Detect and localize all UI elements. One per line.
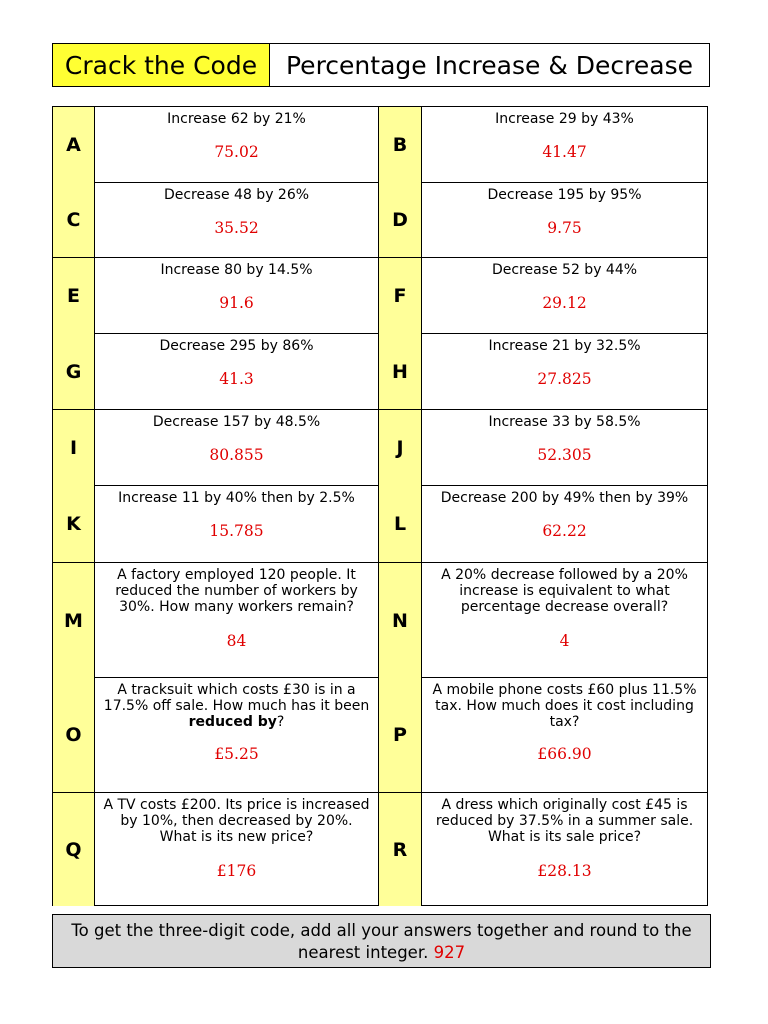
grid-row [52, 485, 711, 563]
question-cell-f [421, 257, 708, 334]
question-text: A dress which originally cost £45 is reduced by 37.5% in a summer sale. What is its sale price? [435, 797, 694, 845]
letter-e: E [52, 257, 94, 334]
answer-text: 4 [559, 632, 570, 650]
letter-k: K [52, 485, 94, 563]
letter-f: F [379, 257, 421, 334]
grid-row [52, 106, 711, 183]
question-cell-l [421, 485, 708, 563]
question-cell-a [94, 106, 379, 183]
question-cell-g [94, 333, 379, 410]
question-text: Decrease 195 by 95% [487, 187, 642, 203]
question-cell-i [94, 409, 379, 486]
answer-text: 62.22 [542, 522, 587, 540]
question-cell-m [94, 562, 379, 678]
question-text: Decrease 157 by 48.5% [152, 414, 321, 430]
title-label: Crack the Code [53, 44, 270, 86]
question-text: Increase 21 by 32.5% [488, 338, 641, 354]
grid-row [52, 409, 711, 486]
answer-text: 35.52 [214, 219, 259, 237]
letter-g: G [52, 333, 94, 410]
question-cell-h [421, 333, 708, 410]
answer-text: £66.90 [537, 745, 592, 763]
grid-row [52, 182, 711, 258]
answer-text: 15.785 [209, 522, 264, 540]
answer-text: £5.25 [214, 745, 259, 763]
answer-text: 41.47 [542, 143, 587, 161]
question-text: Decrease 48 by 26% [163, 187, 310, 203]
letter-d: D [379, 182, 421, 258]
title-bar [52, 43, 710, 87]
grid-row [52, 257, 711, 334]
answer-text: £176 [216, 862, 257, 880]
letter-m: M [52, 562, 94, 678]
question-text: Decrease 52 by 44% [491, 262, 638, 278]
letter-o: O [52, 677, 94, 793]
question-text: A 20% decrease followed by a 20% increase is equivalent to what percentage decrease overall? [441, 567, 688, 615]
question-text: Decrease 295 by 86% [159, 338, 314, 354]
question-cell-k [94, 485, 379, 563]
question-cell-e [94, 257, 379, 334]
question-text: Increase 80 by 14.5% [160, 262, 313, 278]
grid-row [52, 677, 711, 793]
letter-i: I [52, 409, 94, 486]
final-code: 927 [433, 943, 466, 962]
letter-n: N [379, 562, 421, 678]
question-text-part: A tracksuit which costs £30 is in a 17.5% off sale. How much has it been [103, 682, 370, 714]
question-cell-d [421, 182, 708, 258]
answer-text: £28.13 [537, 862, 592, 880]
code-grid [52, 106, 711, 906]
question-text-part: ? [276, 714, 285, 730]
grid-row [52, 333, 711, 410]
question-text: A TV costs £200. Its price is increased by 10%, then decreased by 20%. What is its new price? [103, 797, 370, 845]
question-text [95, 678, 378, 730]
instructions-text: To get the three-digit code, add all your answers together and round to the nearest integer. [71, 921, 692, 962]
answer-text: 75.02 [214, 143, 259, 161]
grid-row [52, 792, 711, 906]
question-text: Increase 62 by 21% [167, 111, 306, 127]
question-cell-n [421, 562, 708, 678]
answer-text: 29.12 [542, 294, 587, 312]
question-cell-c [94, 182, 379, 258]
question-cell-b [421, 106, 708, 183]
question-text: Increase 29 by 43% [495, 111, 634, 127]
answer-text: 91.6 [219, 294, 254, 312]
letter-j: J [379, 409, 421, 486]
question-text: A mobile phone costs £60 plus 11.5% tax. How much does it cost including tax? [432, 682, 697, 730]
grid-row [52, 562, 711, 678]
instructions-footer [52, 914, 711, 968]
question-cell-j [421, 409, 708, 486]
question-emphasis: reduced by [188, 714, 277, 730]
answer-text: 52.305 [537, 446, 592, 464]
question-text: A factory employed 120 people. It reduced the number of workers by 30%. How many workers remain? [115, 567, 358, 615]
letter-a: A [52, 106, 94, 183]
question-text: Increase 33 by 58.5% [488, 414, 641, 430]
letter-c: C [52, 182, 94, 258]
question-cell-p [421, 677, 708, 793]
letter-h: H [379, 333, 421, 410]
letter-q: Q [52, 792, 94, 906]
answer-text: 9.75 [547, 219, 582, 237]
answer-text: 84 [226, 632, 247, 650]
answer-text: 41.3 [219, 370, 254, 388]
answer-text: 80.855 [209, 446, 264, 464]
letter-l: L [379, 485, 421, 563]
answer-text: 27.825 [537, 370, 592, 388]
letter-b: B [379, 106, 421, 183]
question-cell-o [94, 677, 379, 793]
letter-p: P [379, 677, 421, 793]
question-cell-q [94, 792, 379, 906]
question-text: Decrease 200 by 49% then by 39% [440, 490, 689, 506]
page-title: Percentage Increase & Decrease [286, 50, 693, 80]
question-cell-r [421, 792, 708, 906]
question-text: Increase 11 by 40% then by 2.5% [118, 490, 355, 506]
letter-r: R [379, 792, 421, 906]
